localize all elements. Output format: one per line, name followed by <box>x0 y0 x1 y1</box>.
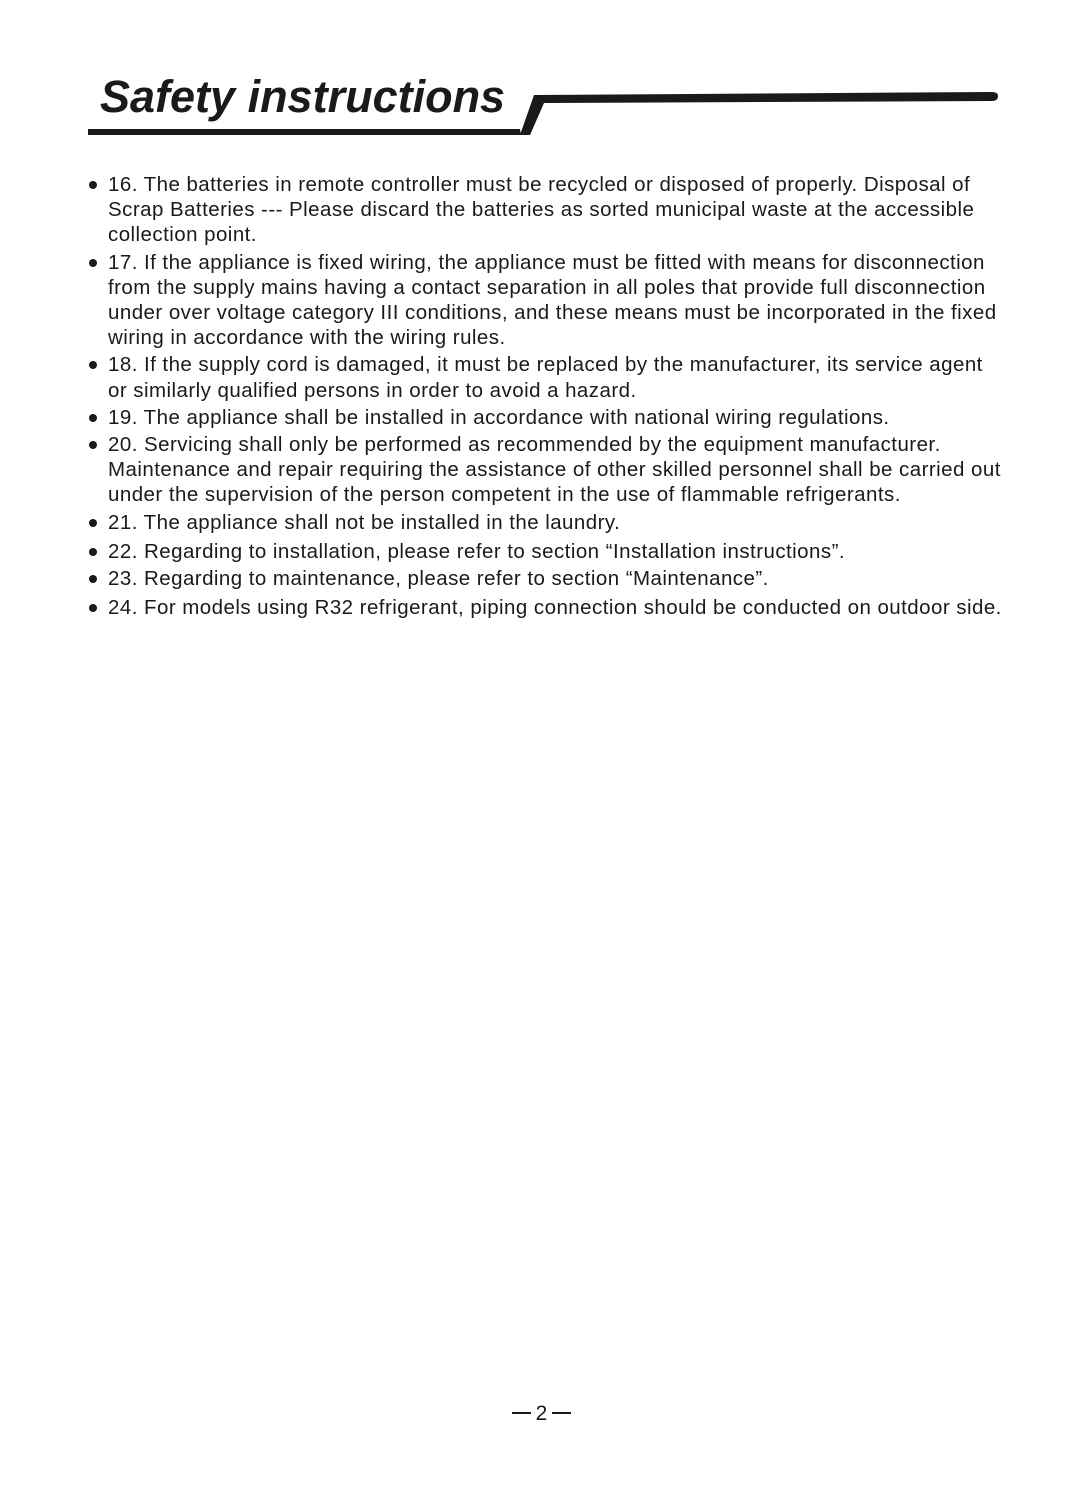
instruction-item <box>88 566 1008 591</box>
bullet-icon <box>89 361 97 369</box>
bullet-icon <box>89 604 97 612</box>
instruction-text: 18. If the supply cord is damaged, it must be replaced by the manufacturer, its service agent or similarly qualified persons in order to avoid a hazard. <box>108 353 983 402</box>
safety-instructions-list <box>88 172 1008 622</box>
dash-right <box>552 1412 571 1414</box>
instruction-text: 24. For models using R32 refrigerant, piping connection should be conducted on outdoor side. <box>108 596 1002 620</box>
instruction-text: 22. Regarding to installation, please refer to section “Installation instructions”. <box>108 539 846 563</box>
instruction-item <box>88 432 1008 508</box>
instruction-item <box>88 595 1008 620</box>
dash-left <box>512 1412 531 1414</box>
bullet-icon <box>89 259 97 267</box>
instruction-item <box>88 510 1008 535</box>
bullet-icon <box>89 414 97 422</box>
instruction-item <box>88 172 1008 248</box>
instruction-text: 19. The appliance shall be installed in accordance with national wiring regulations. <box>108 405 890 429</box>
instruction-item <box>88 539 1008 564</box>
instruction-text: 21. The appliance shall not be installed in the laundry. <box>108 510 621 534</box>
page-header <box>0 0 1083 150</box>
bullet-icon <box>89 181 97 189</box>
bullet-icon <box>89 441 97 449</box>
instruction-text: 17. If the appliance is fixed wiring, the appliance must be fitted with means for disconnection from the supply mains having a contact separation in all poles that provide full disconnection under over voltage category III conditions, and these means must be incorporated in the fixed wiring in accordance with the wiring rules. <box>108 250 997 350</box>
bullet-icon <box>89 548 97 556</box>
bullet-icon <box>89 519 97 527</box>
instruction-text: 23. Regarding to maintenance, please refer to section “Maintenance”. <box>108 567 769 591</box>
instruction-item <box>88 250 1008 351</box>
page-title: Safety instructions <box>100 71 506 122</box>
page-footer <box>0 1402 1083 1426</box>
instruction-text: 16. The batteries in remote controller must be recycled or disposed of properly. Disposal of Scrap Batteries --- Please discard the batteries as sorted municipal waste at the accessible collection point. <box>108 173 975 247</box>
instruction-item <box>88 352 1008 402</box>
page-number: 2 <box>535 1402 548 1425</box>
instruction-item <box>88 405 1008 430</box>
bullet-icon <box>89 575 97 583</box>
instruction-text: 20. Servicing shall only be performed as recommended by the equipment manufacturer. Maintenance and repair requiring the assistance of other skilled personnel shall be carried out under the supervision of the person competent in the use of flammable refrigerants. <box>108 433 1001 507</box>
